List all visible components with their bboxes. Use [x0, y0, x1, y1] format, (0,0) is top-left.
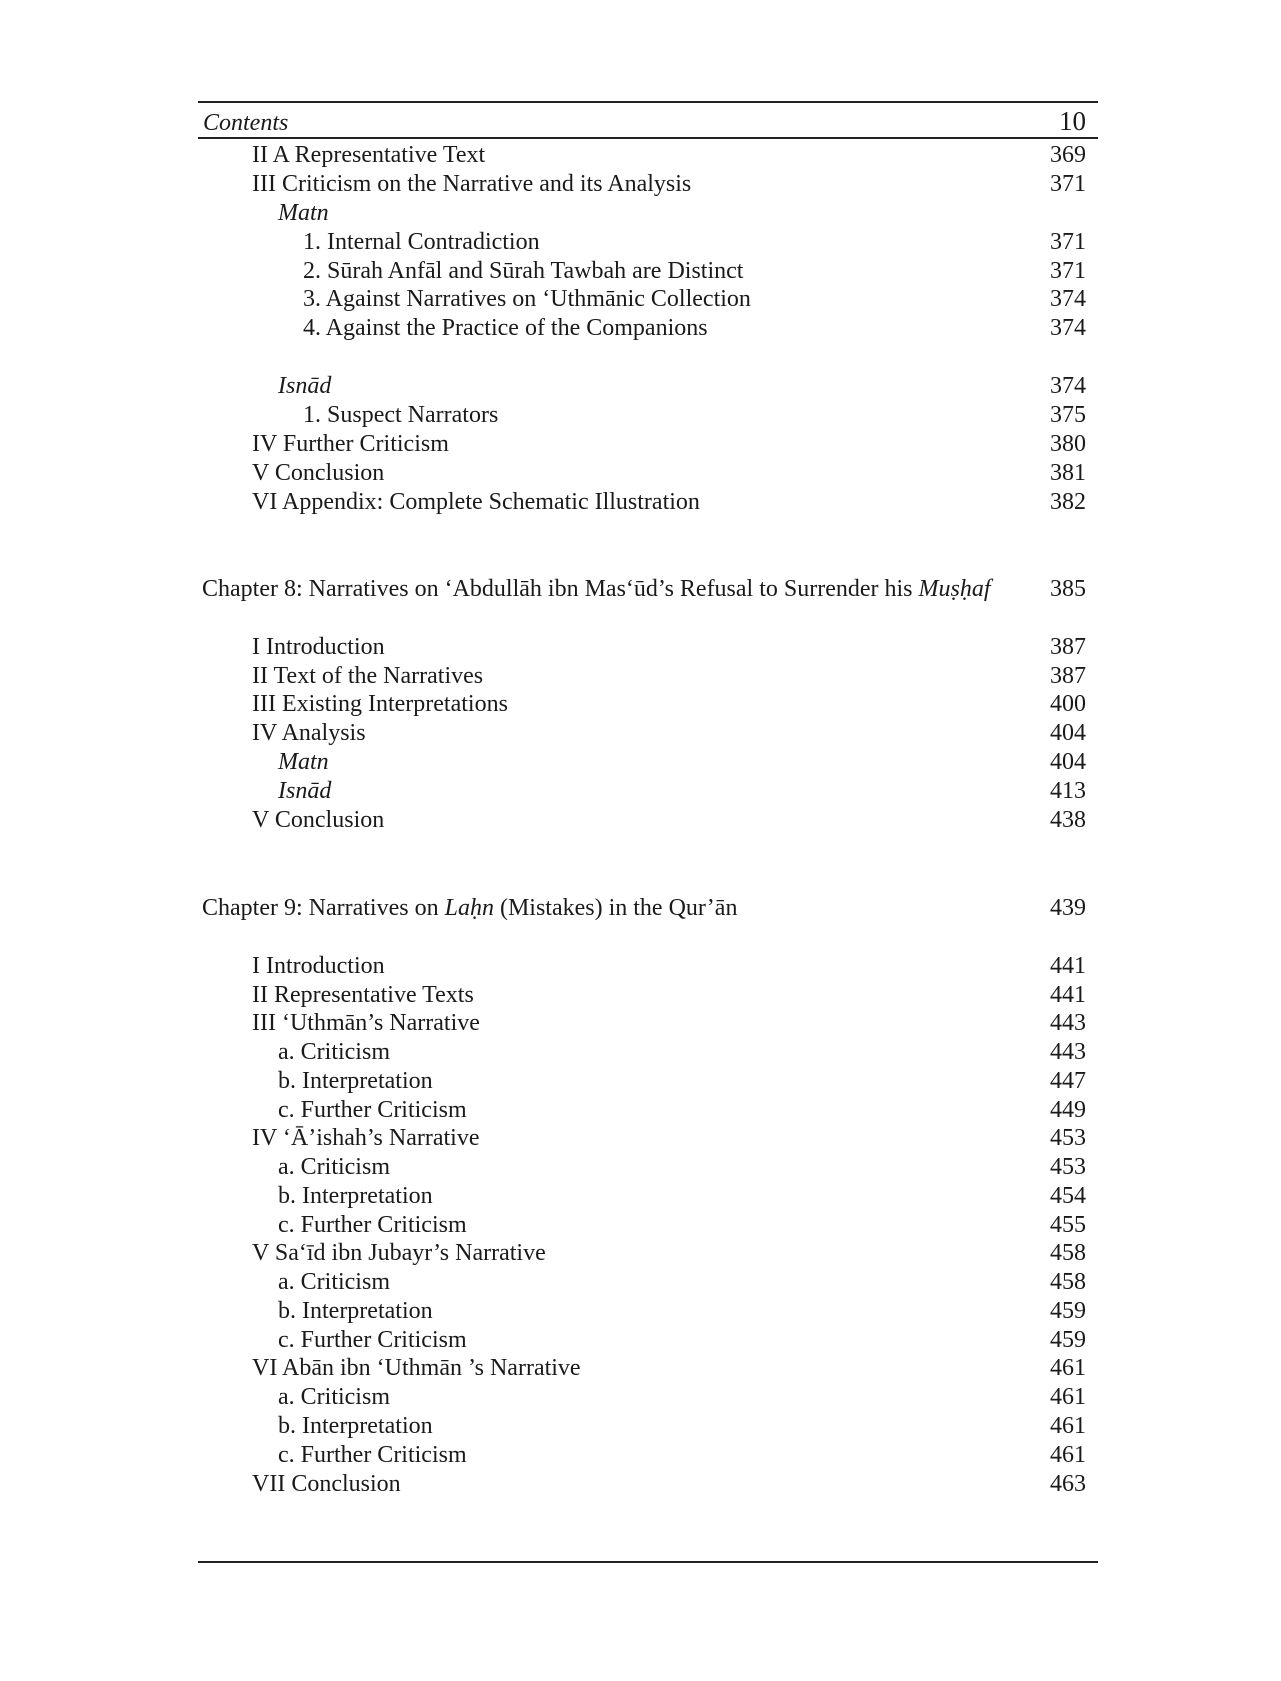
chapter-entry: [198, 893, 1098, 923]
toc-entry: [198, 313, 1098, 343]
entry-title: Matn: [278, 200, 329, 226]
toc-entry: [198, 1382, 1098, 1412]
entry-title: b. Interpretation: [278, 1413, 433, 1439]
entry-page-number: 458: [1050, 1240, 1086, 1266]
entry-title: II Representative Texts: [252, 982, 474, 1008]
page-number: 10: [1059, 106, 1086, 136]
entry-title: a. Criticism: [278, 1039, 390, 1065]
entry-title: IV ‘Ā’ishah’s Narrative: [252, 1125, 480, 1151]
chapter-entry: [198, 574, 1098, 604]
entry-title: III Existing Interpretations: [252, 691, 508, 717]
entry-title: V Sa‘īd ibn Jubayr’s Narrative: [252, 1240, 546, 1266]
toc-entry: [198, 169, 1098, 199]
entry-page-number: 400: [1050, 691, 1086, 717]
toc-entry: [198, 980, 1098, 1010]
entry-page-number: 381: [1050, 460, 1086, 486]
entry-title: I Introduction: [252, 953, 385, 979]
document-page: [198, 0, 1098, 1681]
entry-page-number: 453: [1050, 1154, 1086, 1180]
entry-page-number: 449: [1050, 1097, 1086, 1123]
entry-title: 4. Against the Practice of the Companions: [303, 315, 708, 341]
entry-page-number: 459: [1050, 1327, 1086, 1353]
entry-title: Isnād: [278, 778, 332, 804]
entry-title: II A Representative Text: [252, 142, 486, 168]
entry-title: c. Further Criticism: [278, 1442, 467, 1468]
entry-title: V Conclusion: [252, 460, 385, 486]
entry-page-number: 461: [1050, 1442, 1086, 1468]
toc-entry: [198, 1037, 1098, 1067]
entry-title: III ‘Uthmān’s Narrative: [252, 1010, 480, 1036]
toc-entry: [198, 776, 1098, 806]
entry-title: IV Analysis: [252, 720, 366, 746]
entry-page-number: 371: [1050, 229, 1086, 255]
toc-entry: [198, 1238, 1098, 1268]
toc-entry: [198, 400, 1098, 430]
toc-entry: [198, 227, 1098, 257]
entry-page-number: 387: [1050, 663, 1086, 689]
header-top-rule: [198, 101, 1098, 103]
entry-title: VI Appendix: Complete Schematic Illustration: [252, 489, 700, 515]
entry-page-number: 461: [1050, 1355, 1086, 1381]
entry-title: V Conclusion: [252, 807, 385, 833]
entry-title: 1. Internal Contradiction: [303, 229, 540, 255]
entry-page-number: 387: [1050, 634, 1086, 660]
toc-entry: [198, 1353, 1098, 1383]
toc-entry: [198, 1267, 1098, 1297]
footer-rule: [198, 1561, 1098, 1563]
running-head-title: Contents: [203, 110, 289, 136]
entry-title: c. Further Criticism: [278, 1327, 467, 1353]
toc-entry: [198, 256, 1098, 286]
entry-page-number: 454: [1050, 1183, 1086, 1209]
entry-title: Chapter 9: Narratives on Laḥn (Mistakes) in the Qur’ān: [202, 895, 738, 921]
entry-title: c. Further Criticism: [278, 1097, 467, 1123]
toc-entry: [198, 1123, 1098, 1153]
entry-page-number: 374: [1050, 373, 1086, 399]
entry-page-number: 404: [1050, 720, 1086, 746]
entry-title: I Introduction: [252, 634, 385, 660]
entry-title: 1. Suspect Narrators: [303, 402, 499, 428]
entry-title: a. Criticism: [278, 1154, 390, 1180]
entry-title: c. Further Criticism: [278, 1212, 467, 1238]
toc-entry: [198, 371, 1098, 401]
entry-title: II Text of the Narratives: [252, 663, 484, 689]
entry-page-number: 374: [1050, 315, 1086, 341]
entry-title: VI Abān ibn ‘Uthmān ’s Narrative: [252, 1355, 581, 1381]
entry-page-number: 443: [1050, 1039, 1086, 1065]
toc-entry: [198, 951, 1098, 981]
entry-page-number: 382: [1050, 489, 1086, 515]
toc-entry: [198, 1008, 1098, 1038]
entry-page-number: 461: [1050, 1384, 1086, 1410]
entry-page-number: 371: [1050, 171, 1086, 197]
entry-page-number: 441: [1050, 953, 1086, 979]
entry-page-number: 459: [1050, 1298, 1086, 1324]
entry-page-number: 438: [1050, 807, 1086, 833]
entry-title: 3. Against Narratives on ‘Uthmānic Collection: [303, 286, 751, 312]
toc-entry: [198, 1152, 1098, 1182]
toc-entry: [198, 140, 1098, 170]
toc-entry: [198, 1181, 1098, 1211]
entry-title: b. Interpretation: [278, 1298, 433, 1324]
toc-entry: [198, 747, 1098, 777]
toc-entry: [198, 1440, 1098, 1470]
toc-entry: [198, 661, 1098, 691]
toc-entry: [198, 198, 1098, 228]
toc-entry: [198, 718, 1098, 748]
entry-page-number: 458: [1050, 1269, 1086, 1295]
entry-title: VII Conclusion: [252, 1471, 401, 1497]
entry-page-number: 441: [1050, 982, 1086, 1008]
running-head: [203, 106, 1086, 134]
toc-entry: [198, 284, 1098, 314]
entry-page-number: 461: [1050, 1413, 1086, 1439]
toc-entry: [198, 1325, 1098, 1355]
entry-page-number: 385: [1050, 576, 1086, 602]
toc-entry: [198, 429, 1098, 459]
toc-entry: [198, 1411, 1098, 1441]
entry-page-number: 453: [1050, 1125, 1086, 1151]
toc-entry: [198, 1469, 1098, 1499]
toc-entry: [198, 487, 1098, 517]
toc-entry: [198, 1066, 1098, 1096]
entry-title: a. Criticism: [278, 1384, 390, 1410]
entry-page-number: 375: [1050, 402, 1086, 428]
entry-page-number: 439: [1050, 895, 1086, 921]
entry-title: a. Criticism: [278, 1269, 390, 1295]
toc-entry: [198, 632, 1098, 662]
header-bottom-rule: [198, 137, 1098, 139]
entry-page-number: 371: [1050, 258, 1086, 284]
entry-title: Chapter 8: Narratives on ‘Abdullāh ibn Mas‘ūd’s Refusal to Surrender his Muṣḥaf: [202, 576, 991, 602]
toc-entry: [198, 805, 1098, 835]
entry-title: III Criticism on the Narrative and its Analysis: [252, 171, 692, 197]
toc-entry: [198, 1210, 1098, 1240]
entry-title: b. Interpretation: [278, 1183, 433, 1209]
toc-entry: [198, 1095, 1098, 1125]
entry-page-number: 413: [1050, 778, 1086, 804]
entry-page-number: 443: [1050, 1010, 1086, 1036]
entry-page-number: 380: [1050, 431, 1086, 457]
entry-title: Isnād: [278, 373, 332, 399]
entry-title: b. Interpretation: [278, 1068, 433, 1094]
entry-page-number: 369: [1050, 142, 1086, 168]
entry-title: Matn: [278, 749, 329, 775]
entry-page-number: 447: [1050, 1068, 1086, 1094]
toc-entry: [198, 689, 1098, 719]
entry-page-number: 404: [1050, 749, 1086, 775]
entry-page-number: 463: [1050, 1471, 1086, 1497]
toc-entry: [198, 458, 1098, 488]
entry-title: 2. Sūrah Anfāl and Sūrah Tawbah are Distinct: [303, 258, 744, 284]
entry-page-number: 374: [1050, 286, 1086, 312]
entry-title: IV Further Criticism: [252, 431, 449, 457]
toc-entry: [198, 1296, 1098, 1326]
entry-page-number: 455: [1050, 1212, 1086, 1238]
